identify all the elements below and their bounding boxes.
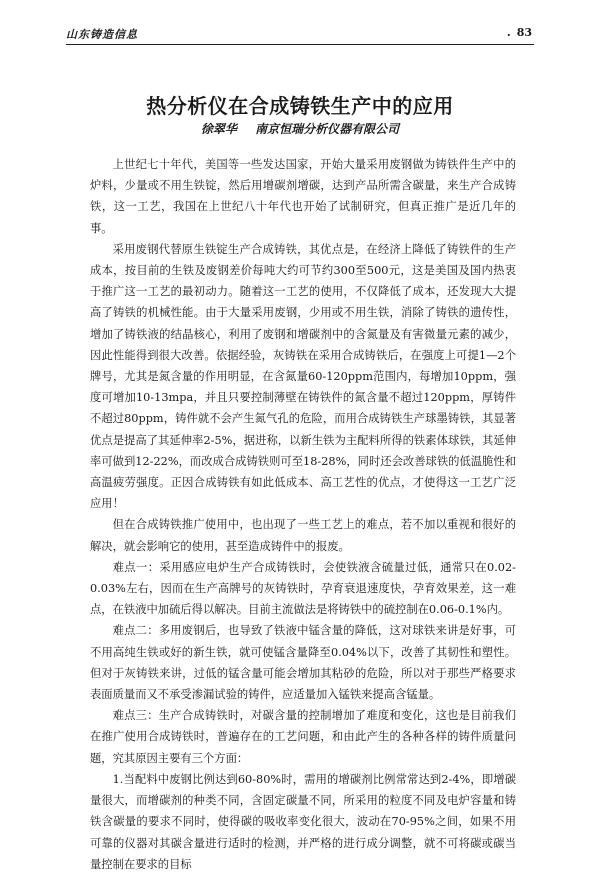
paragraph-intro: 上世纪七十年代，美国等一些发达国家，开始大量采用废钢做为铸铁件生产中的炉料，少量或不用生铁锭，然后用增碳剂增碳，达到产品所需含碳量，来生产合成铸铁，这一工艺，我国在上世纪八十年代也开始了试制研究，但真正推广是近几年的事。 bbox=[90, 158, 516, 235]
article-body bbox=[90, 154, 516, 875]
page-number-value: 83 bbox=[516, 26, 532, 39]
byline bbox=[0, 120, 600, 137]
paragraph-advantages: 采用废钢代替原生铁锭生产合成铸铁，其优点是，在经济上降低了铸铁件的生产成本，按目前的生铁及废钢差价每吨大约可节约300至500元，这是美国及国内热衷于推广这一工艺的最初动力。随着这一工艺的使用，不仅降低了成本，还发现大大提高了铸铁的机械性能。由于大量采用废钢，少用或不用生铁，消除了铸铁的遗传性，增加了铸铁液的结晶核心，利用了废钢和增碳剂中的含氮量及有害微量元素的减少，因此性能得到很大改善。依据经验，灰铸铁在采用合成铸铁后，在强度上可提1—2个牌号，尤其是氮含量的作用明显，在含氮量60-120ppm范围内，每增加10ppm，强度可增加10-13mpa，并且只要控制薄壁在铸铁件的氮含量不超过120ppm，厚铸件不超过80ppm，铸件就不会产生氮气孔的危险，而用合成铸铁生产球墨铸铁，其显著优点是提高了其延伸率2-5%，据进称，以新生铁为主配料所得的铁素体球铁，其延伸率可做到12-22%，而改成合成铸铁则可至18-28%，同时还会改善球铁的低温脆性和高温疲劳强度。正因合成铸铁有如此低成本、高工艺性的优点，才使得这一工艺广泛应用！ bbox=[90, 242, 516, 511]
article-title: 热分析仪在合成铸铁生产中的应用 bbox=[146, 94, 454, 118]
author-name: 徐翠华 bbox=[200, 122, 237, 136]
page-number bbox=[507, 26, 532, 39]
paragraph-difficulty-two: 难点二：多用废钢后，也导致了铁液中锰含量的降低，这对球铁来讲是好事，可不用高纯生铁或好的新生铁，就可使锰含量降至0.04%以下，改善了其韧性和塑性。但对于灰铸铁来讲，过低的锰含量可能会增加其粘砂的危险，所以对于那些严格要求表面质量而又不承受渗漏试验的铸件，应适量加入锰铁来提高含锰量。 bbox=[90, 624, 516, 702]
header-rule bbox=[66, 44, 534, 45]
paragraph-reason-one: 1.当配料中废钢比例达到60-80%时，需用的增碳剂比例常常达到2-4%，即增碳量很大，而增碳剂的种类不同，含固定碳量不同，所采用的粒度不同及电炉容量和铸铁含碳量的要求不同时，使得碳的吸收率变化很大，波动在70-95%之间，如果不用可靠的仪器对其碳含量进行适时的检测，并严格的进行成分调整，就不可将碳或碳当量控制在要求的目标 bbox=[90, 772, 516, 871]
paragraph-difficulty-three: 难点三：生产合成铸铁时，对碳含量的控制增加了难度和变化，这也是目前我们在推广使用合成铸铁时，普遍存在的工艺问题，和由此产生的各种各样的铸件质量问题，究其原因主要有三个方面： bbox=[90, 709, 516, 765]
header-dot: . bbox=[506, 26, 511, 39]
author-affiliation: 南京恒瑞分析仪器有限公司 bbox=[255, 122, 400, 136]
paragraph-difficulty-one: 难点一：采用感应电炉生产合成铸铁时，会使铁液含硫量过低，通常只在0.02-0.03%左右，因而在生产高牌号的灰铸铁时，孕育衰退速度快，孕育效果差，这一难点，在铁液中加硫后得以解决。目前主流做法是将铸铁中的硫控制在0.06-0.1%内。 bbox=[90, 560, 516, 617]
running-header bbox=[66, 26, 532, 42]
journal-name: 山东铸造信息 bbox=[66, 28, 138, 41]
paragraph-difficulties-intro: 但在合成铸铁推广使用中，也出现了一些工艺上的难点，若不加以重视和很好的解决，就会影响它的使用，甚至造成铸件中的报废。 bbox=[90, 518, 516, 553]
